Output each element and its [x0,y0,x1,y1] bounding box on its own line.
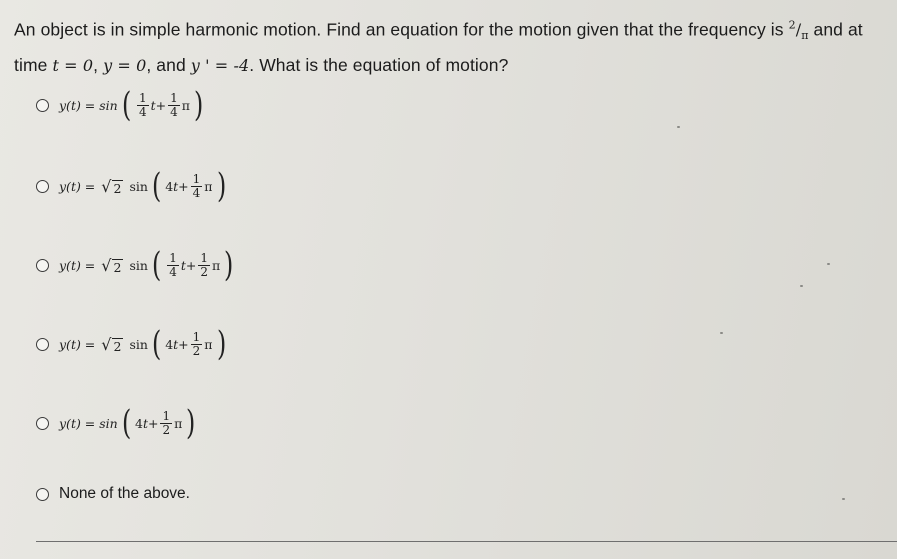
none-label: None of the above. [59,485,190,502]
equation: y(t) = √ 2 sin ( 4 t+ $\frac{1}{4}$ π ) [59,166,226,206]
equation: y(t) = √ 2 sin ( 4 t+ $\frac{1}{2}$ π ) [59,324,226,364]
divider [36,541,897,542]
answer-option-4[interactable] [36,324,230,364]
equation: y(t) = sin ( $\frac{1}{4}$ t+ $\frac{1}{4}$ π ) [59,85,204,125]
answer-option-5[interactable] [36,403,200,443]
radio-button[interactable] [36,488,49,501]
speck [842,498,845,500]
radio-button[interactable] [36,180,49,193]
radio-button[interactable] [36,338,49,351]
speck [800,285,803,287]
frequency-value: $^2/_\pi$ [788,19,809,43]
radio-button[interactable] [36,99,49,112]
speck [720,332,723,334]
radio-button[interactable] [36,259,49,272]
equation: y(t) = √ 2 sin ( $\frac{1}{4}$ t+ $\frac{1}{2}$ π ) [59,245,234,285]
speck [827,263,830,265]
answer-option-3[interactable] [36,245,237,285]
answer-option-1[interactable] [36,85,207,125]
speck [677,126,680,128]
question-text: An object is in simple harmonic motion. Find an equation for the motion given that the frequency is $^2/_\pi$ and at time t = 0, y = 0, and y ' = -4. What is the equation of motion? [14,19,863,75]
answer-option-none[interactable] [36,485,190,503]
equation: y(t) = sin ( 4 t+ $\frac{1}{2}$ π ) [59,403,196,443]
radio-button[interactable] [36,417,49,430]
answer-option-2[interactable] [36,166,230,206]
